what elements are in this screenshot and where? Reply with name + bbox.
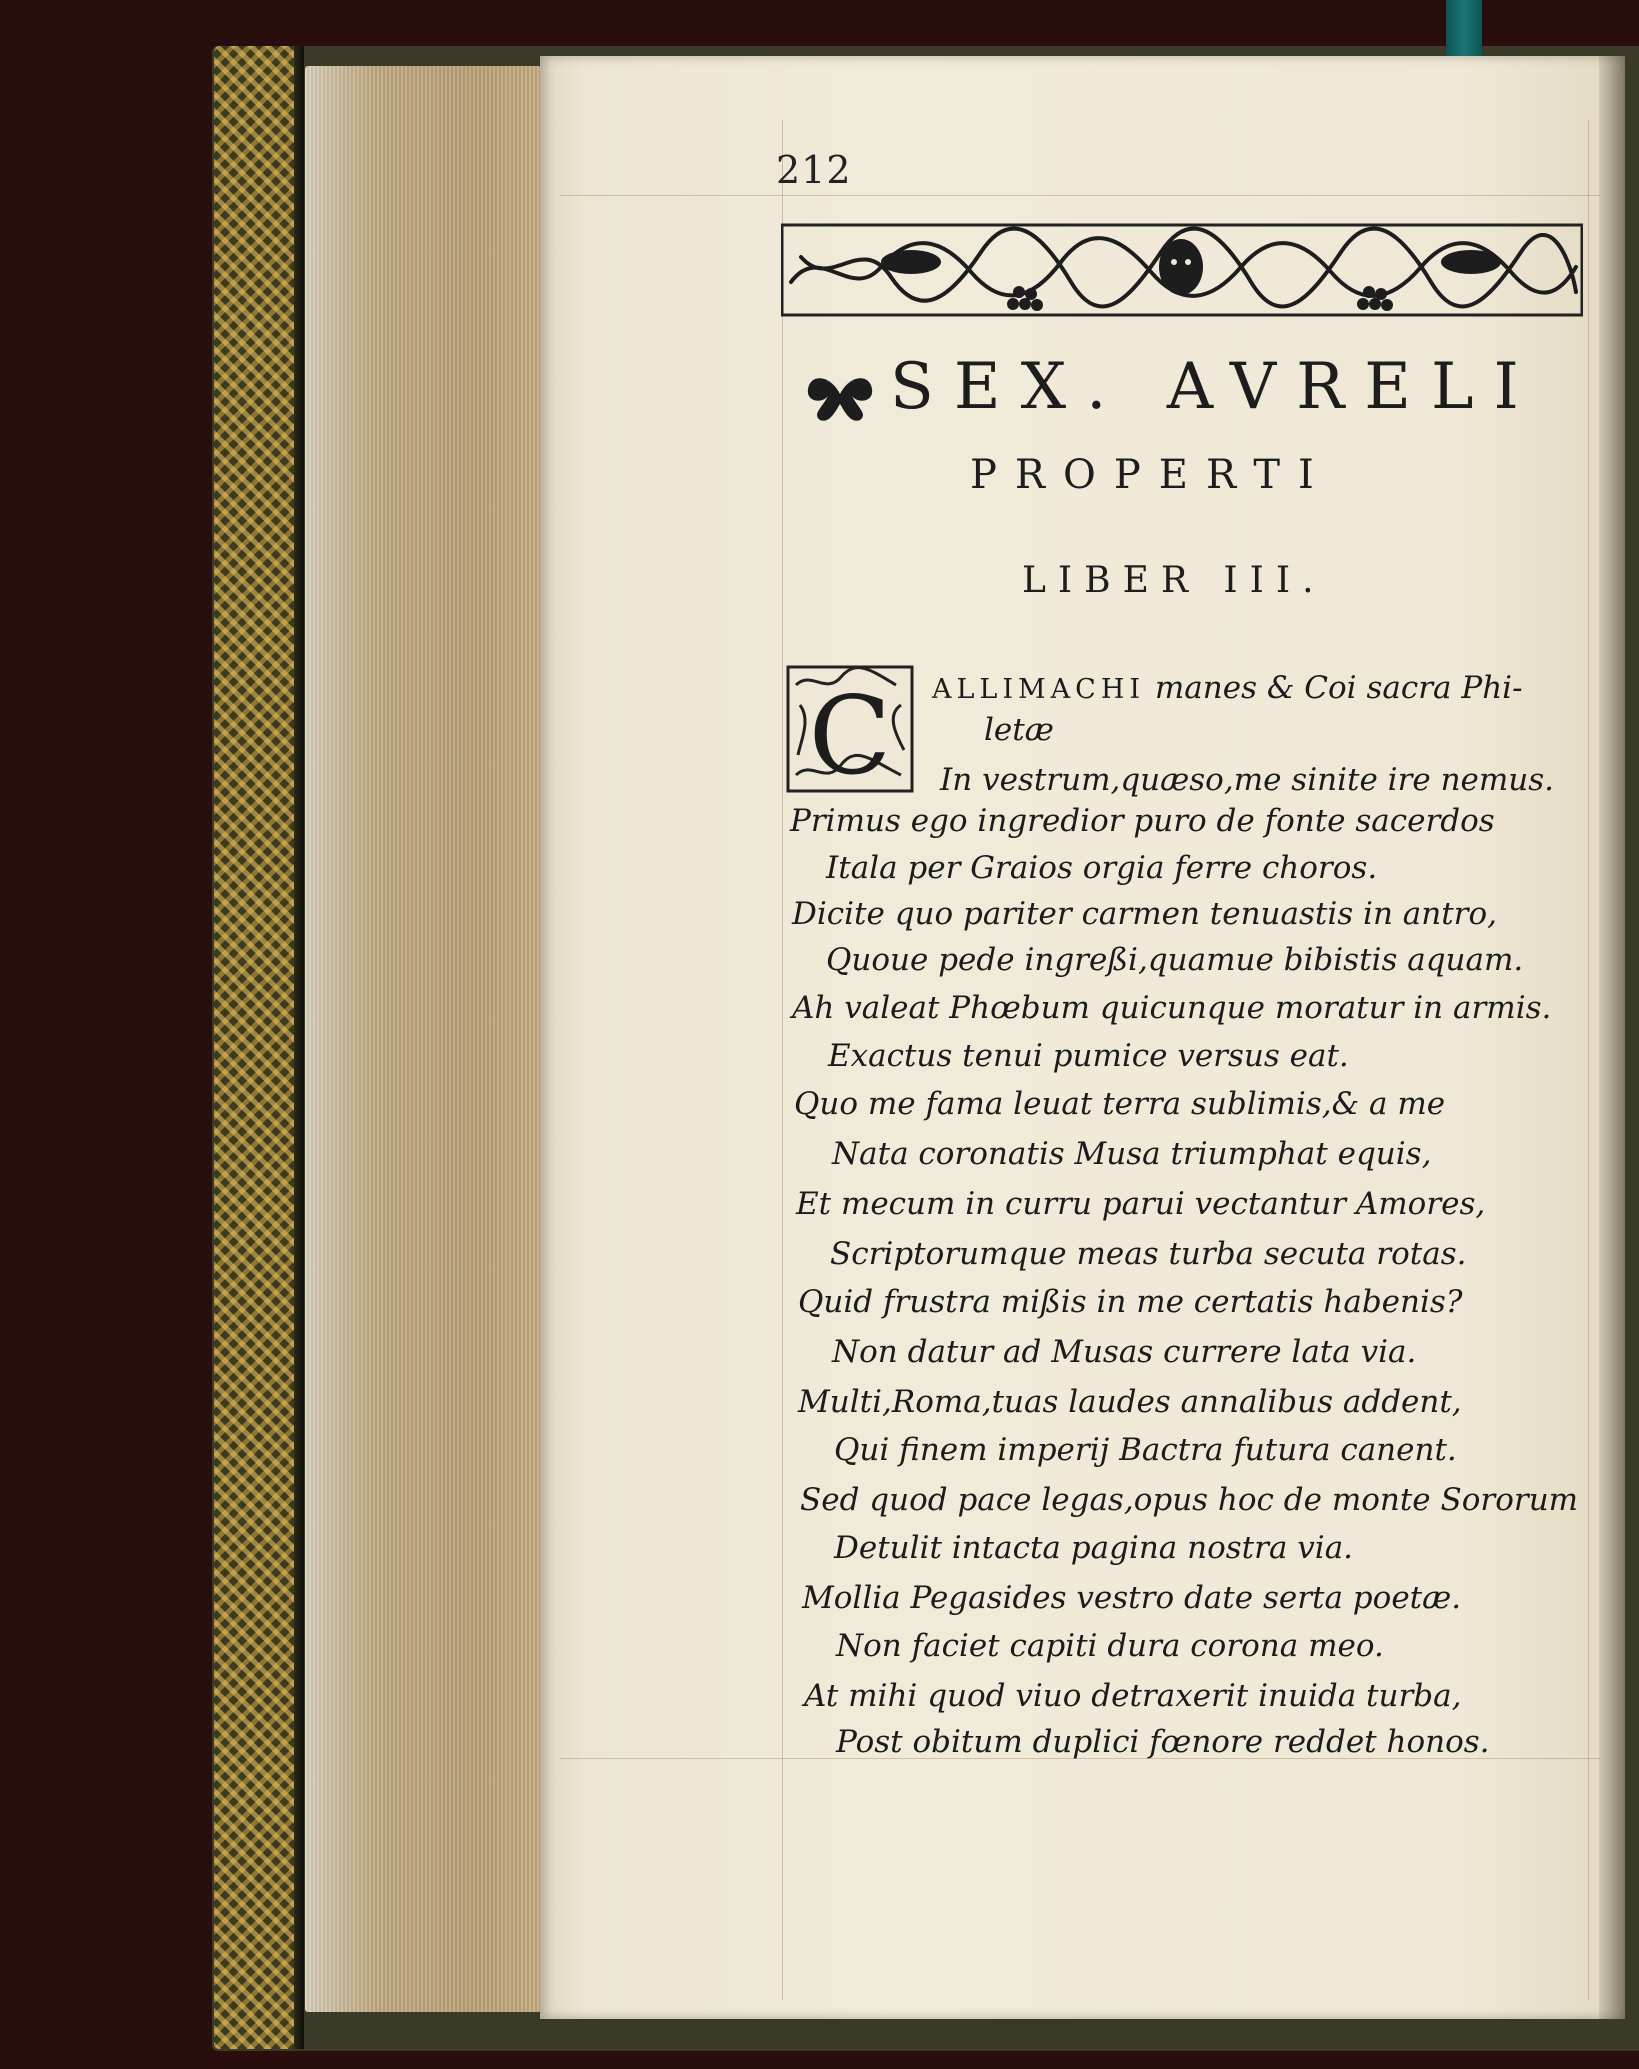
initial-letter: C [808, 674, 892, 793]
header-rule [560, 195, 1600, 196]
verse-line: Post obitum duplici fœnore reddet honos. [836, 1724, 1490, 1760]
verse-line: Scriptorumque meas turba secuta rotas. [830, 1236, 1467, 1272]
page-gutter-shadow [1599, 56, 1625, 2019]
verse-line: Non datur ad Musas currere lata via. [832, 1334, 1417, 1370]
decorated-initial [786, 665, 914, 793]
page-number: 212 [776, 148, 852, 192]
page-block-fore-edge [305, 66, 541, 2012]
ornamental-headpiece [781, 222, 1583, 318]
verse-line: At mihi quod viuo detraxerit inuida turba, [804, 1678, 1462, 1714]
verse-line: Multi,Roma,tuas laudes annalibus addent, [798, 1384, 1462, 1420]
gilt-tooled-spine-edge [214, 46, 304, 2049]
verse-line: Quo me fama leuat terra sublimis,& a me [794, 1086, 1446, 1122]
verse-line: Quid frustra mißis in me certatis habenis? [798, 1284, 1463, 1320]
verse-line-opening-continuation: letæ [984, 712, 1054, 748]
opening-small-caps: ALLIMACHI [932, 674, 1146, 705]
verse-line: Non faciet capiti dura corona meo. [836, 1628, 1384, 1664]
verse-line-opening [932, 670, 1523, 706]
margin-rule-left [782, 120, 783, 2000]
verse-line: Quoue pede ingreßi,quamue bibistis aquam. [826, 942, 1524, 978]
fleuron-ornament [800, 364, 880, 424]
verse-line: Qui finem imperij Bactra futura canent. [834, 1432, 1457, 1468]
verse-line: Detulit intacta pagina nostra via. [834, 1530, 1354, 1566]
verse-line: Mollia Pegasides vestro date serta poetæ. [802, 1580, 1462, 1616]
verse-line: Et mecum in curru parui vectantur Amores, [796, 1186, 1486, 1222]
verse-line: Primus ego ingredior puro de fonte sacerdos [790, 803, 1495, 839]
title-name: PROPERTI [970, 452, 1332, 498]
margin-rule-right [1588, 120, 1589, 2000]
title-author: SEX. AVRELI [890, 350, 1539, 424]
verse-line: In vestrum,quæso,me sinite ire nemus. [940, 762, 1555, 798]
ribbon-bookmark [1446, 0, 1482, 58]
verse-line: Dicite quo pariter carmen tenuastis in antro, [792, 896, 1498, 932]
title-book: LIBER III. [1022, 560, 1326, 601]
opening-line-rest: manes & Coi sacra Phi- [1145, 670, 1523, 706]
verse-line: Nata coronatis Musa triumphat equis, [832, 1136, 1432, 1172]
verse-line: Itala per Graios orgia ferre choros. [826, 850, 1378, 886]
verse-line: Exactus tenui pumice versus eat. [828, 1038, 1349, 1074]
verse-line: Sed quod pace legas,opus hoc de monte Sororum [800, 1482, 1579, 1518]
verse-line: Ah valeat Phœbum quicunque moratur in armis. [792, 990, 1552, 1026]
